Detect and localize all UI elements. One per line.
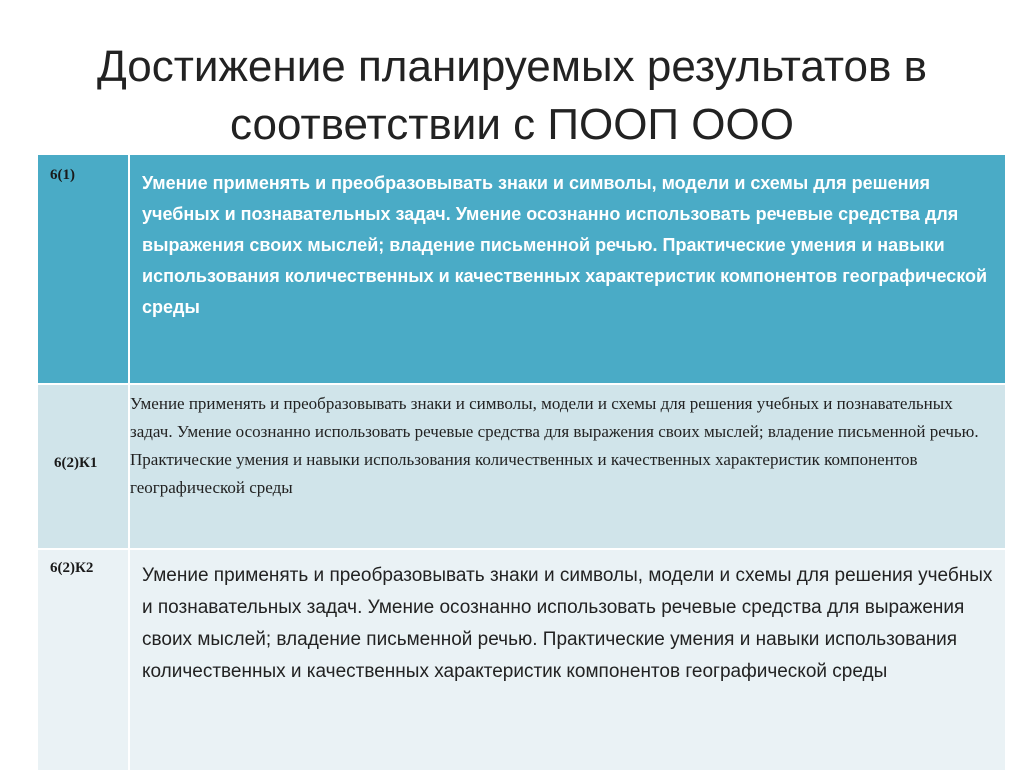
slide-title-line-2: соответствии с ПООП ООО: [230, 100, 794, 149]
code-cell: [38, 384, 129, 549]
row-description: Умение применять и преобразовывать знаки и символы, модели и схемы для решения учебных и познавательных задач. Умение осознанно использовать речевые средства для выражения своих мыслей; владение письменной речью. Практические умения и навыки использования количественных и качественных характеристик компонентов географической среды: [142, 565, 993, 682]
row-description: Умение применять и преобразовывать знаки и символы, модели и схемы для решения учебных и познавательных задач. Умение осознанно использовать речевые средства для выражения своих мыслей; владение письменной речью. Практические умения и навыки использования количественных и качественных характеристик компонентов географической среды: [130, 394, 979, 497]
text-cell: [129, 155, 1005, 384]
text-cell: [129, 384, 1005, 549]
outcomes-table: [38, 155, 1005, 770]
table-row: [38, 384, 1005, 549]
row-code: 6(1): [50, 167, 75, 183]
slide-title: [0, 38, 1024, 154]
row-code: 6(2)К1: [54, 455, 98, 471]
row-code: 6(2)К2: [50, 560, 94, 576]
code-cell: [38, 155, 129, 384]
table-row: [38, 549, 1005, 770]
code-cell: [38, 549, 129, 770]
slide-title-line-1: Достижение планируемых результатов в: [97, 42, 927, 91]
row-description: Умение применять и преобразовывать знаки и символы, модели и схемы для решения учебных и познавательных задач. Умение осознанно использовать речевые средства для выражения своих мыслей; владение письменной речью. Практические умения и навыки использования количественных и качественных характеристик компонентов географической среды: [142, 173, 988, 317]
text-cell: [129, 549, 1005, 770]
table-row: [38, 155, 1005, 384]
